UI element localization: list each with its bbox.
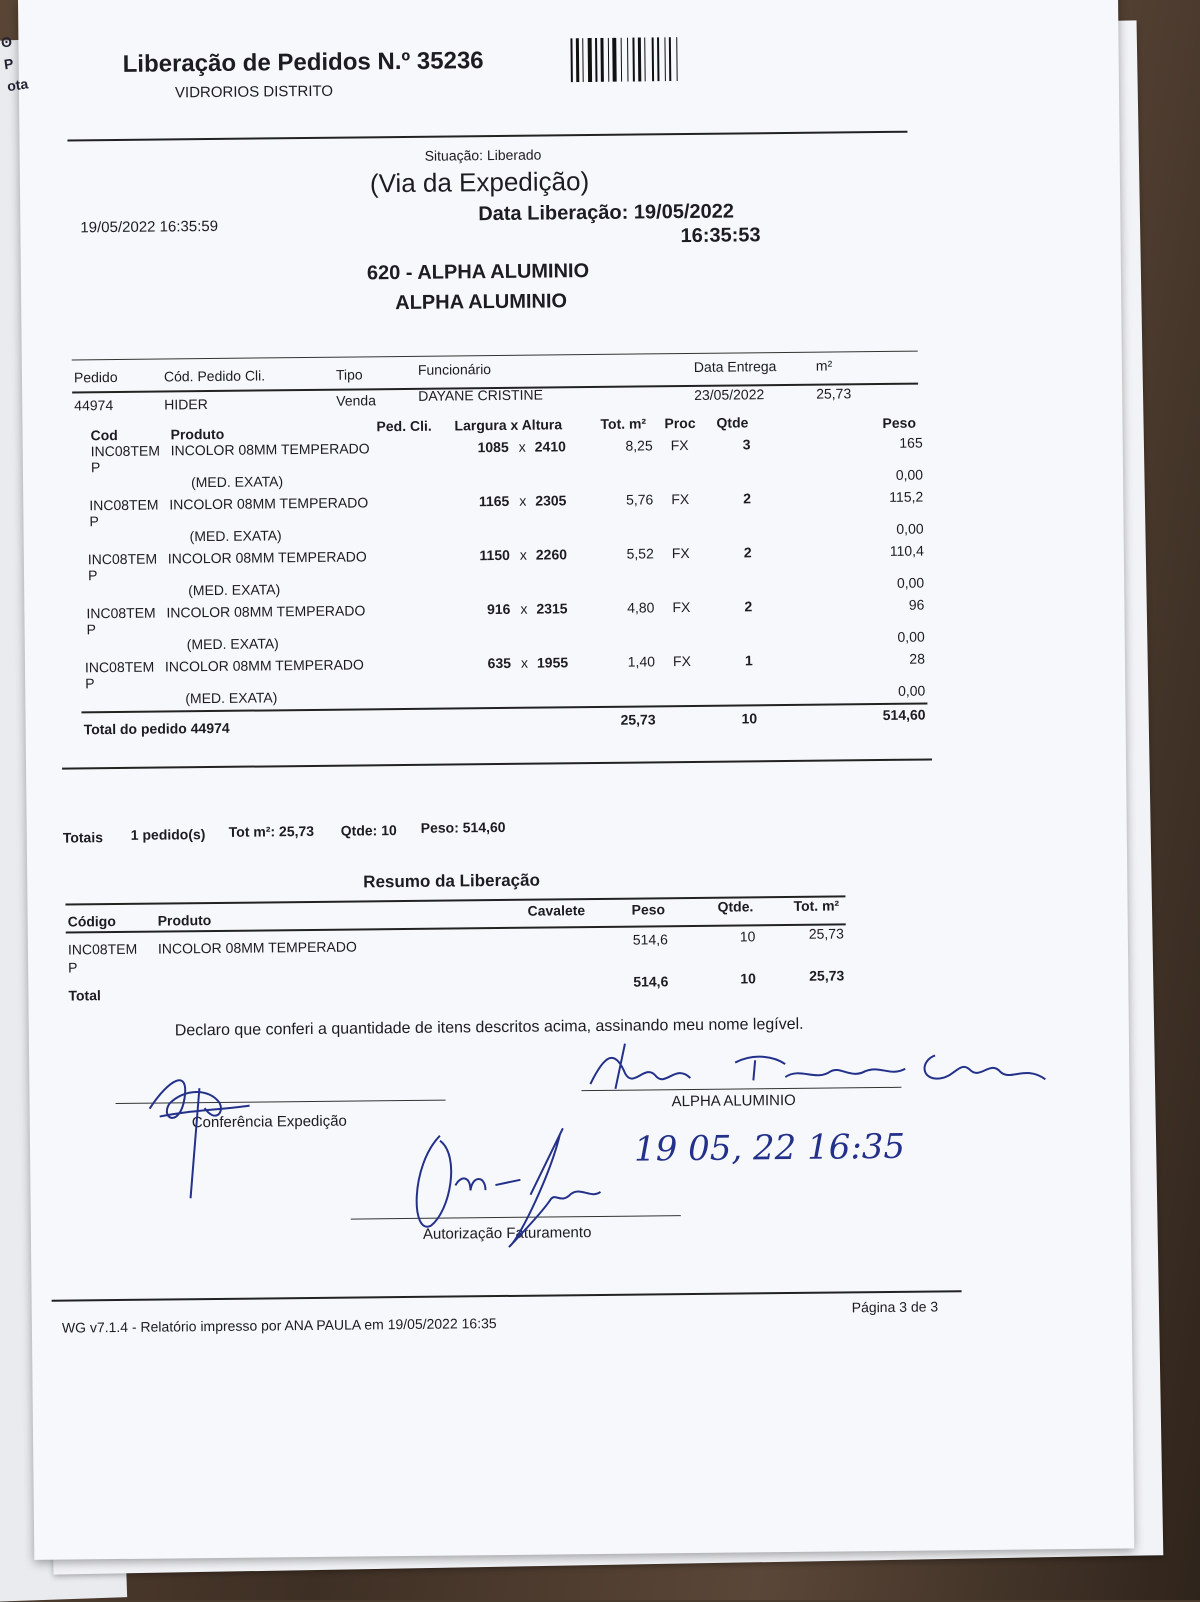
item-largura: 635 (487, 654, 512, 672)
underlying-page-text: ʘ P ota (0, 33, 30, 95)
summary-total-label: Total (68, 987, 101, 1004)
summary-row-tot: 25,73 (808, 925, 844, 942)
item-altura: 1955 (536, 654, 569, 671)
totals-pedidos: 1 pedido(s) (130, 826, 206, 843)
handwritten-signature-autorizacao (400, 1114, 632, 1266)
signature-label-cliente: ALPHA ALUMINIO (671, 1091, 796, 1111)
item-largura: 1165 (478, 492, 510, 510)
item-peso: 115,2 (889, 488, 924, 505)
item-qtde: 3 (742, 436, 751, 453)
summary-total-tot: 25,73 (809, 967, 845, 984)
item-note: (MED. EXATA) (185, 689, 278, 707)
value-pedido: 44974 (74, 397, 114, 414)
totals-qtde: Qtde: 10 (340, 822, 397, 839)
summary-total-peso: 514,6 (633, 973, 669, 990)
item-x: x (520, 600, 528, 617)
item-cod-suffix: P (89, 513, 99, 530)
item-proc: FX (670, 437, 689, 454)
release-time: 16:35:53 (680, 224, 761, 248)
item-largura: 1085 (477, 438, 509, 456)
totals-m2: Tot m²: 25,73 (228, 822, 315, 840)
item-tot-m2: 1,40 (627, 653, 656, 670)
item-note: (MED. EXATA) (189, 527, 282, 545)
summary-row-produto: INCOLOR 08MM TEMPERADO (157, 938, 357, 957)
item-altura: 2410 (534, 438, 566, 455)
item-largura: 916 (486, 600, 511, 618)
item-altura: 2260 (535, 546, 568, 563)
item-x: x (519, 546, 527, 563)
summary-row-peso: 514,6 (632, 931, 668, 948)
item-altura: 2315 (536, 600, 568, 617)
item-largura: 1150 (479, 546, 510, 564)
col-proc: Proc (664, 414, 696, 432)
summary-title: Resumo da Liberação (363, 870, 541, 892)
item-cod-suffix: P (87, 567, 98, 584)
client-code-name: 620 - ALPHA ALUMINIO (366, 260, 590, 285)
order-total-label: Total do pedido 44974 (83, 719, 230, 738)
copy-label: (Via da Expedição) (369, 166, 590, 199)
item-cod-suffix: P (86, 621, 97, 638)
item-qtde: 2 (743, 544, 752, 561)
item-cod: INC08TEM (87, 550, 158, 568)
summary-row-codigo: INC08TEM (67, 940, 138, 958)
item-produto: INCOLOR 08MM TEMPERADO (167, 548, 367, 567)
value-tipo: Venda (336, 392, 377, 409)
order-total-peso: 514,60 (882, 706, 926, 723)
item-peso: 110,4 (889, 542, 924, 559)
item-x: x (518, 438, 526, 455)
item-tot-m2: 8,25 (625, 437, 653, 454)
item-peso-extra: 0,00 (896, 574, 925, 591)
item-cod-suffix: P (90, 459, 101, 476)
summary-row-qtde: 10 (739, 928, 756, 945)
value-data-entrega: 23/05/2022 (694, 386, 765, 403)
item-produto: INCOLOR 08MM TEMPERADO (169, 494, 369, 513)
summary-col-qtde: Qtde. (717, 898, 754, 915)
item-peso-extra: 0,00 (896, 520, 924, 537)
item-qtde: 2 (744, 598, 753, 615)
label-m2: m² (815, 357, 833, 374)
label-funcionario: Funcionário (417, 361, 492, 378)
item-peso-extra: 0,00 (897, 628, 925, 645)
col-dims: Largura x Altura (454, 416, 563, 434)
summary-col-codigo: Código (67, 913, 116, 930)
signature-label-conferencia: Conferência Expedição (191, 1112, 347, 1132)
item-proc: FX (671, 544, 690, 562)
summary-row-codigo-suffix: P (68, 959, 78, 976)
signature-label-autorizacao: Autorização Faturamento (422, 1224, 592, 1243)
col-produto: Produto (170, 425, 225, 443)
totals-peso: Peso: 514,60 (420, 818, 506, 836)
item-tot-m2: 5,52 (626, 545, 654, 562)
totals-label: Totais (62, 829, 104, 846)
col-peso: Peso (882, 414, 917, 431)
label-pedido: Pedido (73, 368, 118, 386)
client-name: ALPHA ALUMINIO (395, 290, 568, 315)
status-text: Situação: Liberado (424, 146, 542, 164)
col-ped-cli: Ped. Cli. (376, 417, 432, 435)
item-proc: FX (672, 598, 691, 616)
item-x: x (519, 492, 527, 509)
summary-col-produto: Produto (157, 912, 212, 929)
item-peso: 165 (899, 434, 923, 451)
value-funcionario: DAYANE CRISTINE (418, 386, 543, 404)
order-total-m2: 25,73 (620, 711, 656, 728)
item-tot-m2: 4,80 (627, 599, 655, 616)
value-cod-pedido-cli: HIDER (164, 396, 208, 413)
summary-col-cavalete: Cavalete (527, 902, 586, 919)
item-cod-suffix: P (85, 675, 95, 692)
summary-total-qtde: 10 (740, 970, 756, 987)
item-produto: INCOLOR 08MM TEMPERADO (164, 656, 364, 675)
item-peso: 28 (909, 650, 926, 667)
item-peso-extra: 0,00 (897, 682, 926, 699)
summary-col-tot: Tot. m² (793, 897, 840, 914)
item-produto: INCOLOR 08MM TEMPERADO (166, 602, 366, 621)
declaration-text: Declaro que conferi a quantidade de itens descritos acima, assinando meu nome legível. (174, 1015, 804, 1040)
footer-print-info: WG v7.1.4 - Relatório impresso por ANA PAULA em 19/05/2022 16:35 (61, 1315, 497, 1336)
item-tot-m2: 5,76 (625, 491, 654, 508)
printed-datetime: 19/05/2022 16:35:59 (80, 217, 219, 237)
item-peso: 96 (908, 596, 925, 613)
item-x: x (520, 654, 529, 671)
col-cod: Cod (90, 426, 118, 444)
item-note: (MED. EXATA) (186, 635, 279, 653)
item-peso-extra: 0,00 (895, 466, 924, 483)
label-data-entrega: Data Entrega (693, 358, 777, 375)
summary-col-peso: Peso (631, 901, 666, 918)
item-cod: INC08TEM (86, 604, 156, 622)
item-cod: INC08TEM (84, 658, 155, 676)
company-name: VIDRORIOS DISTRITO (174, 82, 334, 102)
item-note: (MED. EXATA) (190, 473, 284, 491)
release-date: Data Liberação: 19/05/2022 (478, 200, 735, 226)
document-title: Liberação de Pedidos N.º 35236 (122, 47, 484, 78)
col-qtde: Qtde (716, 414, 749, 431)
item-proc: FX (672, 652, 691, 670)
item-qtde: 2 (743, 490, 752, 507)
item-cod: INC08TEM (90, 442, 161, 460)
barcode-icon (568, 37, 718, 83)
handwritten-signature-conferencia (129, 1047, 271, 1208)
section-divider (62, 758, 932, 769)
item-altura: 2305 (535, 492, 567, 509)
item-note: (MED. EXATA) (188, 581, 281, 599)
col-tot: Tot. m² (600, 415, 647, 432)
handwritten-date: 19 05, 22 16:35 (633, 1126, 906, 1170)
document-page (18, 0, 1134, 1560)
order-total-qtde: 10 (741, 710, 758, 727)
label-cod-pedido-cli: Cód. Pedido Cli. (163, 367, 266, 385)
value-m2: 25,73 (816, 385, 852, 402)
item-produto: INCOLOR 08MM TEMPERADO (170, 440, 370, 459)
item-cod: INC08TEM (89, 496, 159, 514)
item-proc: FX (671, 490, 690, 508)
footer-rule (52, 1290, 962, 1302)
handwritten-signature-cliente (585, 1029, 1066, 1104)
header-divider (67, 131, 907, 142)
footer-page-number: Página 3 de 3 (851, 1298, 939, 1316)
order-top-rule (72, 351, 918, 361)
label-tipo: Tipo (335, 366, 363, 383)
item-qtde: 1 (744, 652, 753, 669)
